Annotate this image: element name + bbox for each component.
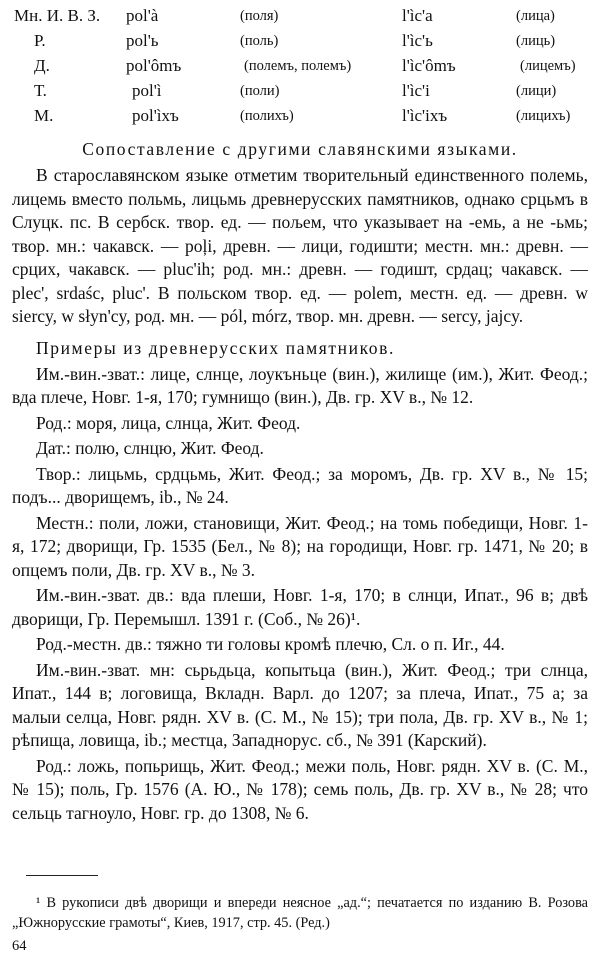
case-label: Т. — [34, 81, 47, 100]
paradigm-row — [0, 106, 600, 131]
gloss-pole: (полихъ) — [240, 108, 294, 124]
form-lice: l'ìc'a — [402, 6, 433, 25]
gloss-pole: (полемъ, полемъ) — [244, 58, 352, 74]
form-pole: pol'ь — [126, 31, 159, 50]
form-pole: pol'ì — [132, 81, 162, 100]
gloss-lice: (лицемъ) — [520, 58, 576, 74]
gloss-pole: (поли) — [240, 83, 280, 99]
example-paragraph: Дат.: полю, слнцю, Жит. Феод. — [36, 438, 264, 458]
form-pole: pol'ômъ — [126, 56, 182, 75]
case-label: М. — [34, 106, 54, 125]
paradigm-row — [0, 31, 600, 56]
form-lice: l'ìc'ômъ — [402, 56, 456, 75]
form-lice: l'ìc'i — [402, 81, 430, 100]
example-paragraph: Твор.: лицьмь, срдцьмь, Жит. Феод.; за моромъ, Дв. гр. XV в., № 15; подъ... дворищемъ, ib., № 24. — [12, 463, 588, 507]
example-paragraph: Им.-вин.-зват.: лице, слнце, лоукъньце (вин.), жилище (им.), Жит. Феод.; вда плече, Новг. 1-я, 170; гумнищо (вин.), Дв. гр. XV в., № 12. — [12, 363, 588, 407]
gloss-lice: (лицихъ) — [516, 108, 571, 124]
gloss-pole: (поля) — [240, 8, 279, 24]
example-paragraph: Им.-вин.-зват. мн: сьрьдьца, копытьца (вин.), Жит. Феод.; три слнца, Ипат., 144 в; логовища, Вкладн. Варл. до 1207; за плеча, Ипат., 75 а; за малыи селца, Новг. рядн. XV в. (С. М., № 15); три пола, Дв. гр. XV в., № 1; рѣпища, ловища, ib.; местца, Западнорус. сб., № 391 (Карский). — [12, 659, 588, 750]
paradigm-row — [0, 56, 600, 81]
footnote-divider — [26, 875, 98, 876]
footnote: ¹ В рукописи двѣ дворищи и впереди неясное „ад.“; печатается по изданию В. Розова „Южнорусские грамоты“, Киев, 1917, стр. 45. (Ред.) — [12, 895, 588, 932]
gloss-lice: (лица) — [516, 8, 555, 24]
declension-paradigm — [0, 6, 600, 131]
case-label: Д. — [34, 56, 50, 75]
form-lice: l'ìc'ixъ — [402, 106, 448, 125]
case-label: Р. — [34, 31, 46, 50]
comparison-paragraph: В старославянском языке отметим творительный единственного полемь, лицемь вместо польмь, лицьмь древнерусских памятников, однако срцьмъ в Слуцк. пс. В сербск. твор. ед. — пољем, что указывает на -емь, а не -ьмь; твор. мн.: чакавск. — poļi, древн. — лици, годишти; местн. мн.: древн. — срцих, чакавск. — pluc'ih; род. мн.: древн. — годишт, срдац; чакавск. — plec', srdaśc, pluc'. В польском твор. ед. — polem, местн. ед. — древн. w siercy, w słyn'cy, род. мн. — pól, mórz, твор. мн. древн. — sercy, jajcy. — [12, 165, 588, 326]
form-lice: l'ìc'ь — [402, 31, 433, 50]
example-paragraph: Род.-местн. дв.: тяжно ти головы кромѣ плечю, Сл. о п. Иг., 44. — [36, 634, 505, 654]
example-paragraph: Им.-вин.-зват. дв.: вда плеши, Новг. 1-я, 170; в слнци, Ипат., 96 в; двѣ дворищи, Гр. Перемышл. 1391 г. (Соб., № 26)¹. — [12, 585, 588, 629]
form-pole: pol'ìxъ — [132, 106, 179, 125]
form-pole: pol'à — [126, 6, 159, 25]
gloss-pole: (поль) — [240, 33, 279, 49]
example-paragraph: Род.: моря, лица, слнца, Жит. Феод. — [36, 412, 301, 433]
section-heading-examples: Примеры из древнерусских памятников. — [36, 337, 395, 358]
example-paragraph: Род.: ложь, попьрищь, Жит. Феод.; межи поль, Новг. рядн. XV в. (С. М., № 15); поль, Гр. 1576 (А. Ю., № 178); семь поль, Дв. гр. XV в., № 28; что сельць тагноуло, Новг. гр. до 1308, № 6. — [12, 755, 588, 823]
example-paragraph: Местн.: поли, ложи, становищи, Жит. Феод.; на томь победищи, Новг. 1-я, 172; дворищи, Гр. 1535 (Бел., № 8); на городищи, Новг. гр. 1471, № 20; в опцемъ поли, Дв. гр. XV в., № 3. — [12, 512, 588, 580]
paradigm-row — [0, 81, 600, 106]
gloss-lice: (лиць) — [516, 33, 556, 49]
page-number: 64 — [12, 938, 27, 954]
main-text — [12, 136, 588, 825]
case-label: Мн. И. В. З. — [14, 6, 101, 25]
gloss-lice: (лици) — [516, 83, 557, 99]
paradigm-row — [0, 6, 600, 31]
section-heading-comparison: Сопоставление с другими славянскими языками. — [82, 139, 518, 159]
